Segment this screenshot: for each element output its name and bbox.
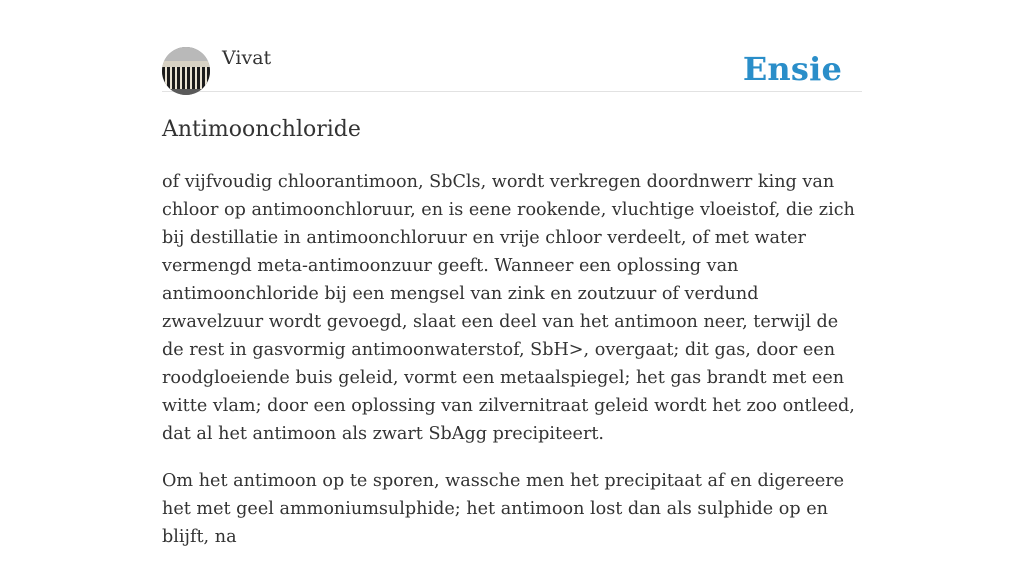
article-page [162, 0, 862, 547]
article-header [162, 0, 862, 92]
paragraph: of vijfvoudig chloorantimoon, SbCls, wordt verkregen doordnwerr king van chloor op antimoonchloruur, en is eene rookende, vluchtige vloeistof, die zich bij destillatie in antimoonchloruur en vrije chloor verdeelt, of met water vermengd meta-antimoonzuur geeft. Wanneer een oplossing van antimoonchloride bij een mengsel van zink en zoutzuur of verdund zwavelzuur wordt gevoegd, slaat een deel van het antimoon neer, terwijl de de rest in gasvormig antimoonwaterstof, SbH>, overgaat; dit gas, door een roodgloeiende buis geleid, vormt een metaalspiegel; het gas brandt met een witte vlam; door een oplossing van zilvernitraat geleid wordt het zoo ontleed, dat al het antimoon als zwart SbAgg precipiteert. [162, 172, 855, 444]
avatar[interactable] [162, 47, 210, 95]
brand-logo[interactable]: Ensie [742, 50, 842, 88]
article-body [162, 168, 862, 570]
author-name[interactable]: Vivat [222, 47, 272, 69]
page-title: Antimoonchloride [162, 117, 361, 142]
book-spines-icon [162, 47, 210, 95]
paragraph: Om het antimoon op te sporen, wassche men het precipitaat af en digereere het met geel ammoniumsulphide; het antimoon lost dan als sulphide op en blijft, na [162, 471, 845, 547]
